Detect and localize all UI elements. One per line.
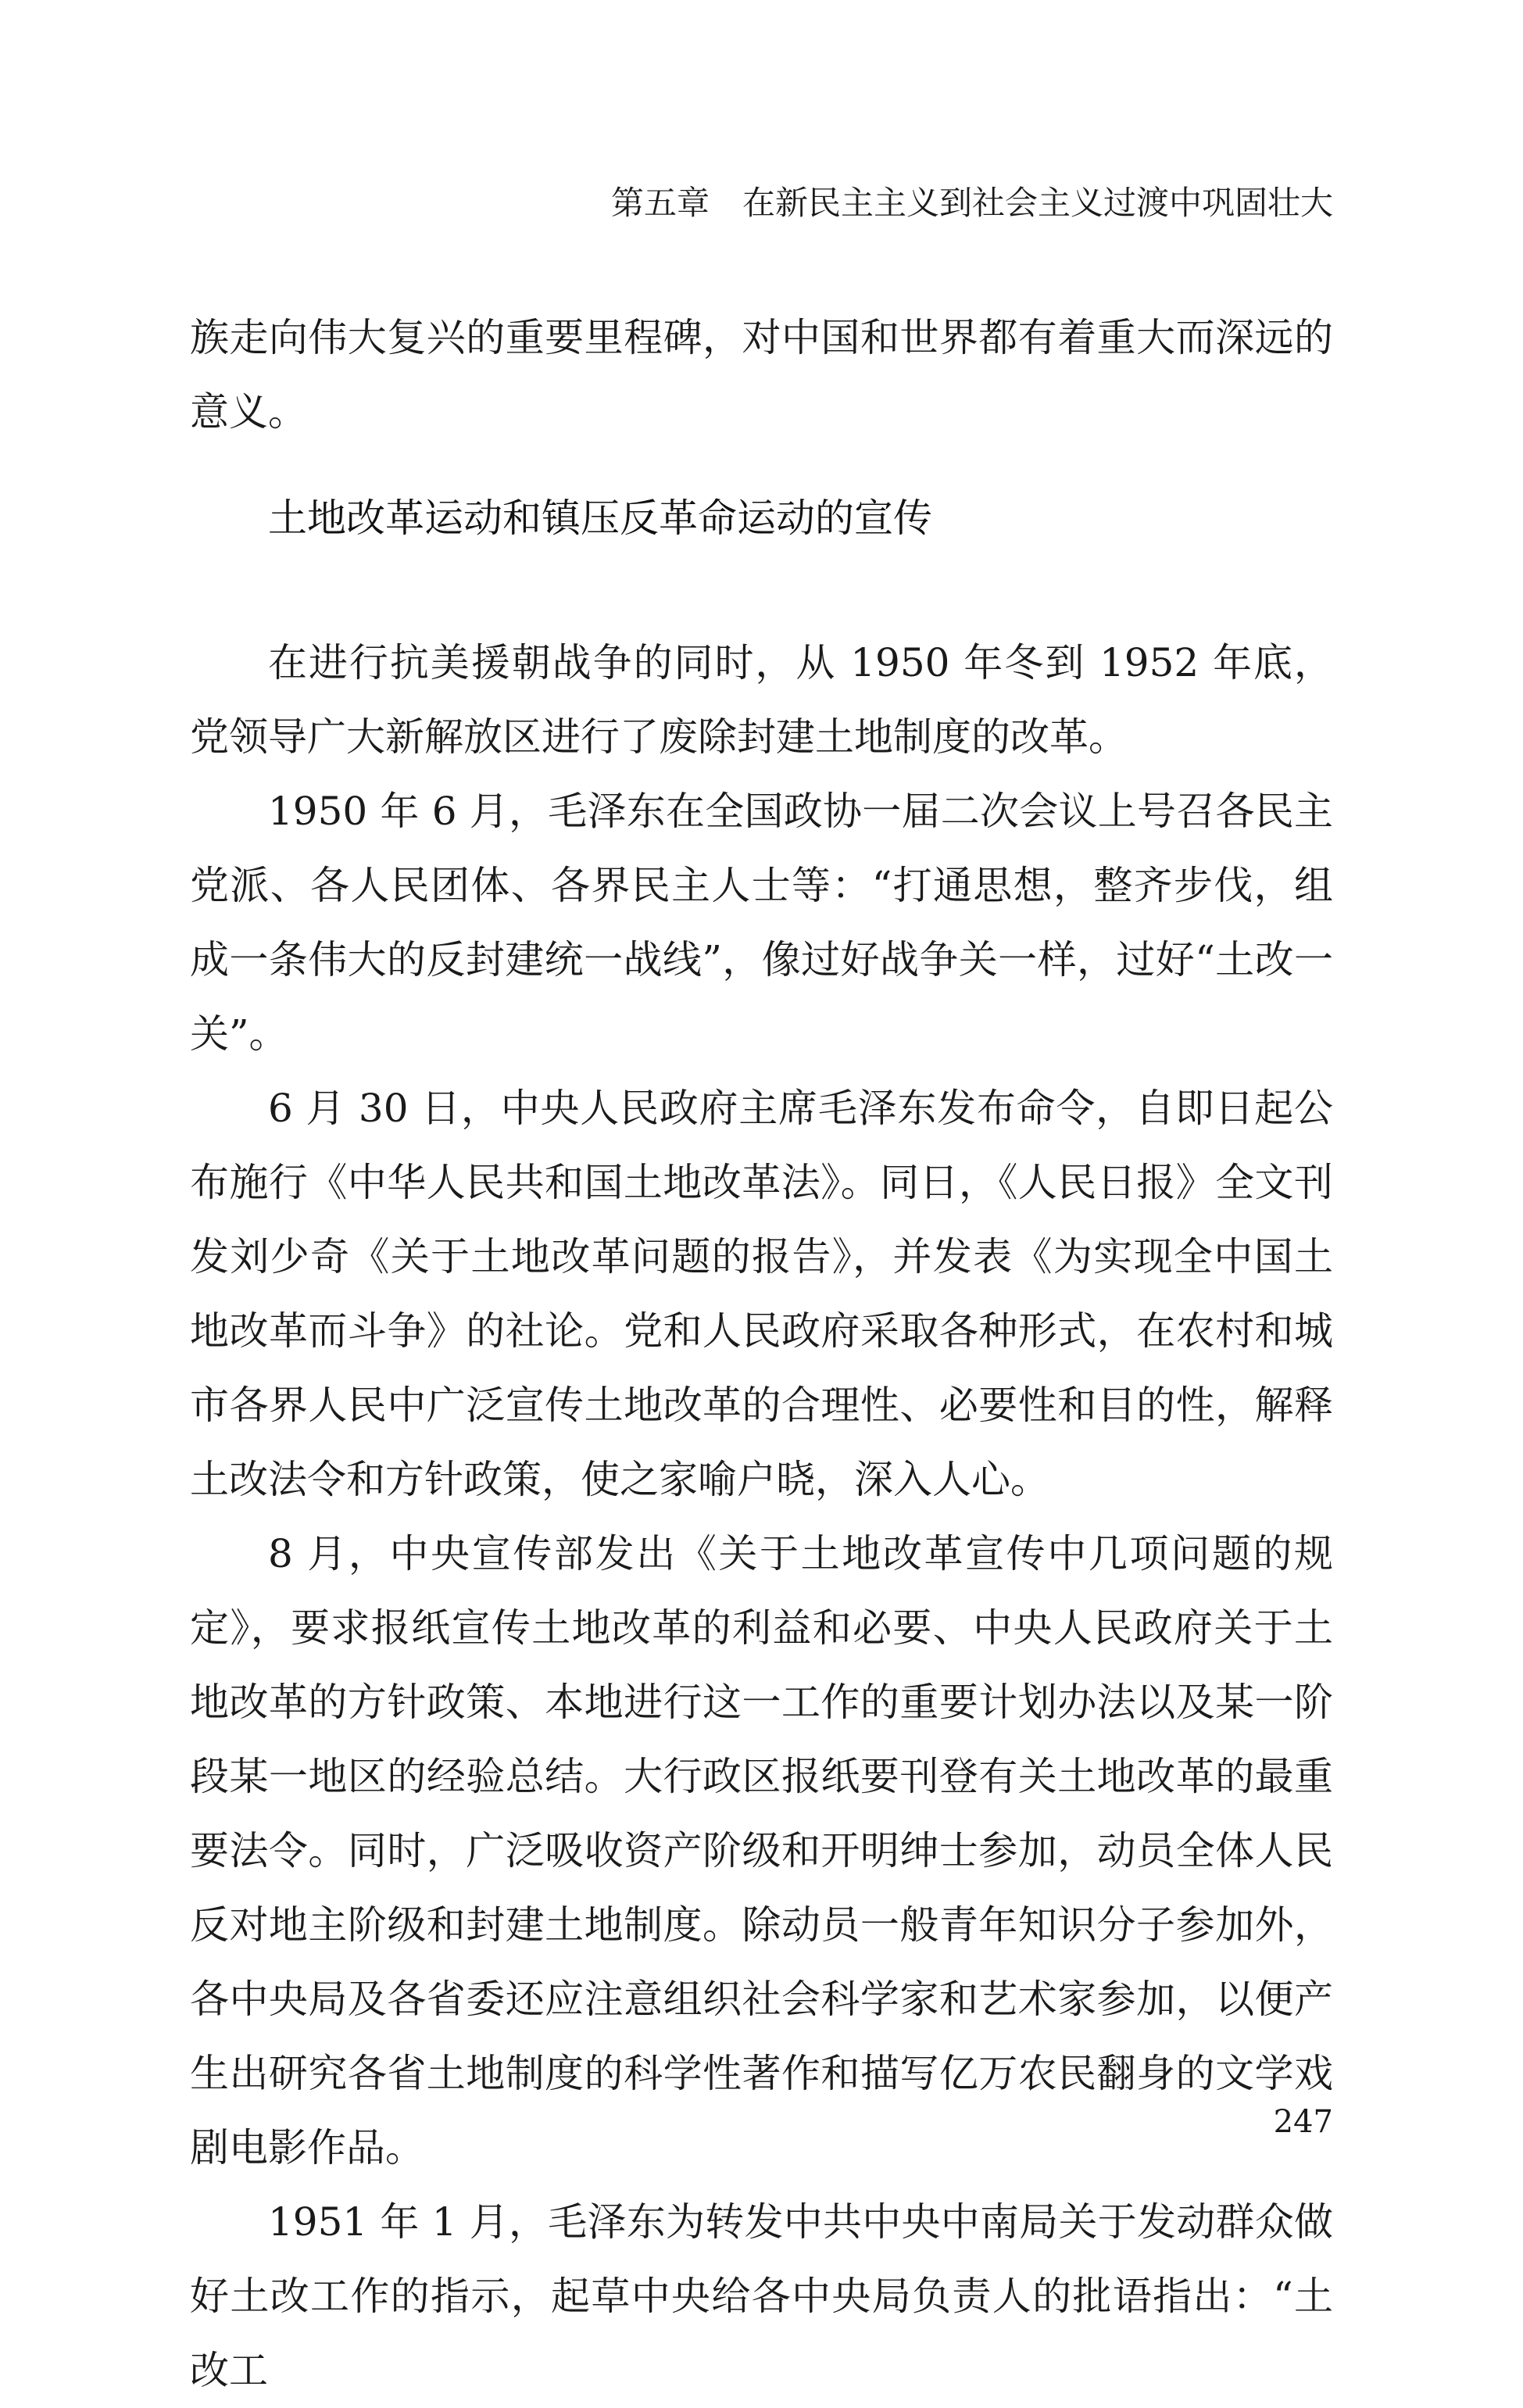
body-text <box>190 626 1333 2408</box>
paragraph: 8 月，中央宣传部发出《关于土地改革宣传中几项问题的规定》，要求报纸宣传土地改革的利益和必要、中央人民政府关于土地改革的方针政策、本地进行这一工作的重要计划办法以及某一阶段某一地区的经验总结。大行政区报纸要刊登有关土地改革的最重要法令。同时，广泛吸收资产阶级和开明绅士参加，动员全体人民反对地主阶级和封建土地制度。除动员一般青年知识分子参加外，各中央局及各省委还应注意组织社会科学家和艺术家参加，以便产生出研究各省土地制度的科学性著作和描写亿万农民翻身的文学戏剧电影作品。 <box>190 1531 1333 2170</box>
paragraph: 1951 年 1 月，毛泽东为转发中共中央中南局关于发动群众做好土改工作的指示，起草中央给各中央局负责人的批语指出：“土改工 <box>190 2199 1333 2393</box>
section-heading: 土地改革运动和镇压反革命运动的宣传 <box>268 496 932 541</box>
paragraph: 1950 年 6 月，毛泽东在全国政协一届二次会议上号召各民主党派、各人民团体、各界民主人士等：“打通思想，整齐步伐，组成一条伟大的反封建统一战线”，像过好战争关一样，过好“土改一关”。 <box>190 789 1333 1057</box>
continuation-paragraph: 族走向伟大复兴的重要里程碑，对中国和世界都有着重大而深远的意义。 <box>190 315 1333 435</box>
paragraph: 在进行抗美援朝战争的同时，从 1950 年冬到 1952 年底，党领导广大新解放区进行了废除封建土地制度的改革。 <box>190 640 1333 760</box>
page-number: 247 <box>1273 2104 1333 2140</box>
paragraph: 6 月 30 日，中央人民政府主席毛泽东发布命令，自即日起公布施行《中华人民共和国土地改革法》。同日，《人民日报》全文刊发刘少奇《关于土地改革问题的报告》，并发表《为实现全中国土地改革而斗争》的社论。党和人民政府采取各种形式，在农村和城市各界人民中广泛宣传土地改革的合理性、必要性和目的性，解释土改法令和方针政策，使之家喻户晓，深入人心。 <box>190 1086 1333 1502</box>
running-head: 第五章 在新民主主义到社会主义过渡中巩固壮大 <box>610 184 1333 222</box>
